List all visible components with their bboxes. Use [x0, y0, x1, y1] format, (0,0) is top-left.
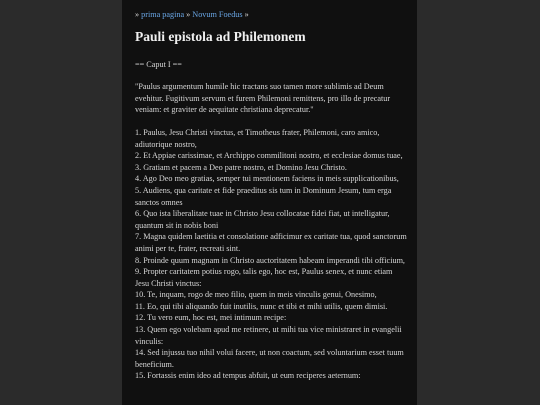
breadcrumb-suffix: » — [242, 10, 249, 19]
page-panel — [122, 0, 417, 405]
verse: 13. Quem ego volebam apud me retinere, ut mihi tua vice ministraret in evangelii vinculis: — [135, 325, 402, 346]
verse: 3. Gratiam et pacem a Deo patre nostro, et Domino Jesu Christo. — [135, 162, 347, 172]
breadcrumb-link-section[interactable]: Novum Foedus — [192, 10, 243, 19]
verse: 12. Tu vero eum, hoc est, mei intimum recipe: — [135, 313, 287, 323]
verse: 14. Sed injussu tuo nihil volui facere, ut non coactum, sed voluntarium esset tuum beneficium. — [135, 348, 404, 369]
verse: 15. Fortassis enim ideo ad tempus abfuit, ut eum reciperes aeternum: — [135, 371, 361, 381]
verse: 10. Te, inquam, rogo de meo filio, quem in meis vinculis genui, Onesimo, — [135, 290, 377, 300]
article-content — [135, 9, 407, 382]
verse: 2. Et Appiae carissimae, et Archippo commilitoni nostro, et ecclesiae domus tuae, — [135, 151, 403, 161]
verse: 4. Ago Deo meo gratias, semper tui mentionem faciens in meis supplicationibus, — [135, 174, 399, 184]
page-title: Pauli epistola ad Philemonem — [135, 28, 306, 44]
breadcrumb — [135, 9, 407, 21]
verse-list — [135, 127, 407, 382]
verse: 11. Eo, qui tibi aliquando fuit inutilis, nunc et tibi et mihi utilis, quem dimisi. — [135, 301, 388, 311]
verse: 1. Paulus, Jesu Christi vinctus, et Timotheus frater, Philemoni, caro amico, adiutorique nostro, — [135, 127, 380, 149]
chapter-heading: == Caput I == — [135, 59, 182, 69]
breadcrumb-link-home[interactable]: prima pagina — [141, 10, 185, 19]
verse: 9. Propter caritatem potius rogo, talis ego, hoc est, Paulus senex, et nunc etiam Jesu Christi vinctus: — [135, 267, 393, 288]
verse: 6. Quo ista liberalitate tuae in Christo Jesu collocatae fidei fiat, ut intelligatur, quantum sit in nobis boni — [135, 209, 390, 230]
chapter-summary: "Paulus argumentum humile hic tractans suo tamen more sublimis ad Deum evehitur. Fugitivum servum et furem Philemoni remittens, pro illo de precatur veniam: et graviter de aequitate christiana deprecatur." — [135, 82, 391, 115]
verse: 7. Magna quidem laetitia et consolatione adficimur ex caritate tua, quod sanctorum animi per te, frater, recreati sint. — [135, 232, 407, 253]
verse: 8. Proinde quum magnam in Christo auctoritatem habeam imperandi tibi officium, — [135, 255, 405, 265]
verse: 5. Audiens, qua caritate et fide praeditus sis tum in Dominum Jesum, tum erga sanctos omnes — [135, 185, 392, 207]
breadcrumb-prefix: » — [135, 10, 142, 19]
breadcrumb-separator: » — [184, 10, 193, 19]
